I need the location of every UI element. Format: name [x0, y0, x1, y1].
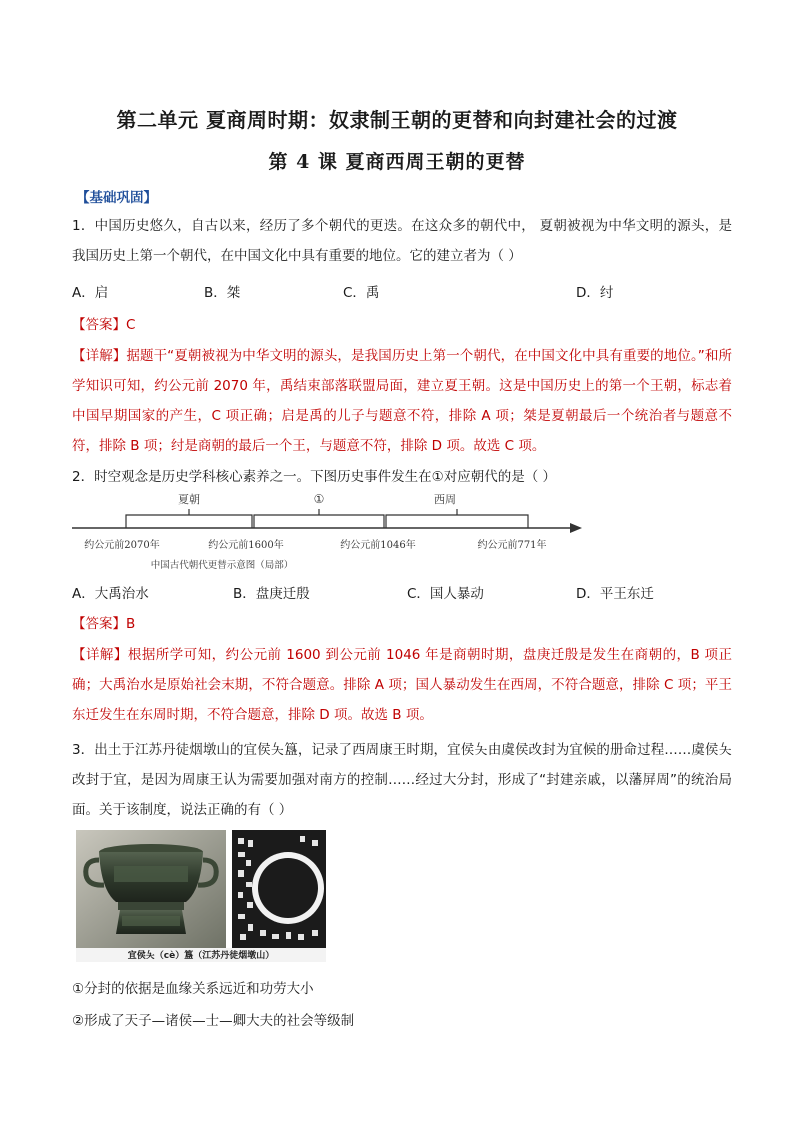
answer-value: B — [126, 616, 136, 632]
timeline-arrow — [570, 523, 582, 533]
question-3-text: 3．出土于江苏丹徒烟墩山的宜侯夨簋，记录了西周康王时期，宜侯夨由虞侯改封为宜候的册命过程……虞侯夨改封于宜，是因为周康王认为需要加强对南方的控制……经过大分封，形成了“封建亲戚，以藩屏周”的统治局面。关于该制度，说法正确的有（ ） — [72, 742, 732, 818]
answer-label: 【答案】 — [72, 616, 126, 632]
detail-text: 根据所学可知，约公元前 1600 到公元前 1046 年是商朝时期，盘庚迁殷是发生在商朝的，B 项正确；大禹治水是原始社会末期，不符合题意。排除 A 项；国人暴动发生在西周，不符合题意，排除 C 项；平王东迁发生在东周时期，不符合题意，排除 D 项。故选 B 项。 — [72, 647, 732, 723]
q2-option-d: D．平王东迁 — [576, 586, 654, 602]
q1-option-c: C．禹 — [343, 285, 380, 301]
label-1046: 约公元前1046年 — [340, 540, 416, 551]
question-2-text: 2．时空观念是历史学科核心素养之一。下图历史事件发生在①对应朝代的是（ ） — [72, 469, 556, 485]
detail-label: 【详解】 — [72, 348, 127, 364]
label-1600: 约公元前1600年 — [208, 540, 284, 551]
label-771: 约公元前771年 — [477, 540, 547, 551]
q2-option-c: C．国人暴动 — [407, 586, 484, 602]
q2-detail — [72, 640, 732, 730]
q2-option-b: B．盘庚迁殷 — [233, 586, 310, 602]
q1-option-d: D．纣 — [576, 285, 614, 301]
detail-label: 【详解】 — [72, 647, 128, 663]
lesson-title: 第 4 课 夏商西周王朝的更替 — [268, 151, 526, 173]
answer-label: 【答案】 — [72, 317, 126, 333]
answer-value: C — [126, 317, 136, 333]
detail-text: 据题干“夏朝被视为中华文明的源头，是我国历史上第一个朝代，在中国文化中具有重要的地位。”和所学知识可知，约公元前 2070 年，禹结束部落联盟局面，建立夏王朝。这是中国历史上的第一个王朝，标志着中国早期国家的产生，C 项正确；启是禹的儿子与题意不符，排除 A 项；桀是夏朝最后一个统治者与题意不符，排除 B 项；纣是商朝的最后一个王，与题意不符，排除 D 项。故选 C 项。 — [72, 348, 732, 454]
bracket-xia — [126, 515, 252, 528]
q1-answer — [72, 313, 135, 333]
q1-option-b: B．桀 — [204, 285, 241, 301]
bracket-shang — [254, 515, 384, 528]
label-circled-1: ① — [313, 492, 325, 506]
q2-answer — [72, 612, 135, 632]
q1-detail — [72, 341, 732, 461]
bronze-gui-image — [76, 830, 326, 962]
bracket-xizhou — [386, 515, 528, 528]
label-xizhou: 西周 — [434, 493, 456, 506]
label-xia: 夏朝 — [178, 493, 200, 506]
timeline-caption: 中国古代朝代更替示意图（局部） — [150, 560, 294, 571]
label-2070: 约公元前2070年 — [84, 540, 160, 551]
dynasty-timeline — [70, 488, 590, 576]
q3-statement-1: ①分封的依据是血缘关系远近和功劳大小 — [72, 981, 314, 997]
figure-caption: 宜侯夨（cè）簋（江苏丹徒烟墩山） — [127, 951, 275, 961]
section-label: 【基础巩固】 — [76, 190, 157, 206]
q2-option-a: A．大禹治水 — [72, 586, 149, 602]
q3-statement-2: ②形成了天子—诸侯—士—卿大夫的社会等级制 — [72, 1013, 355, 1029]
question-1-text: 1．中国历史悠久，自古以来，经历了多个朝代的更迭。在这众多的朝代中， 夏朝被视为中华文明的源头，是我国历史上第一个朝代，在中国文化中具有重要的地位。它的建立者为（ ） — [72, 218, 732, 264]
q1-option-a: A．启 — [72, 285, 109, 301]
bronze-gui-figure — [76, 830, 326, 962]
unit-title: 第二单元 夏商周时期：奴隶制王朝的更替和向封建社会的过渡 — [116, 108, 678, 132]
